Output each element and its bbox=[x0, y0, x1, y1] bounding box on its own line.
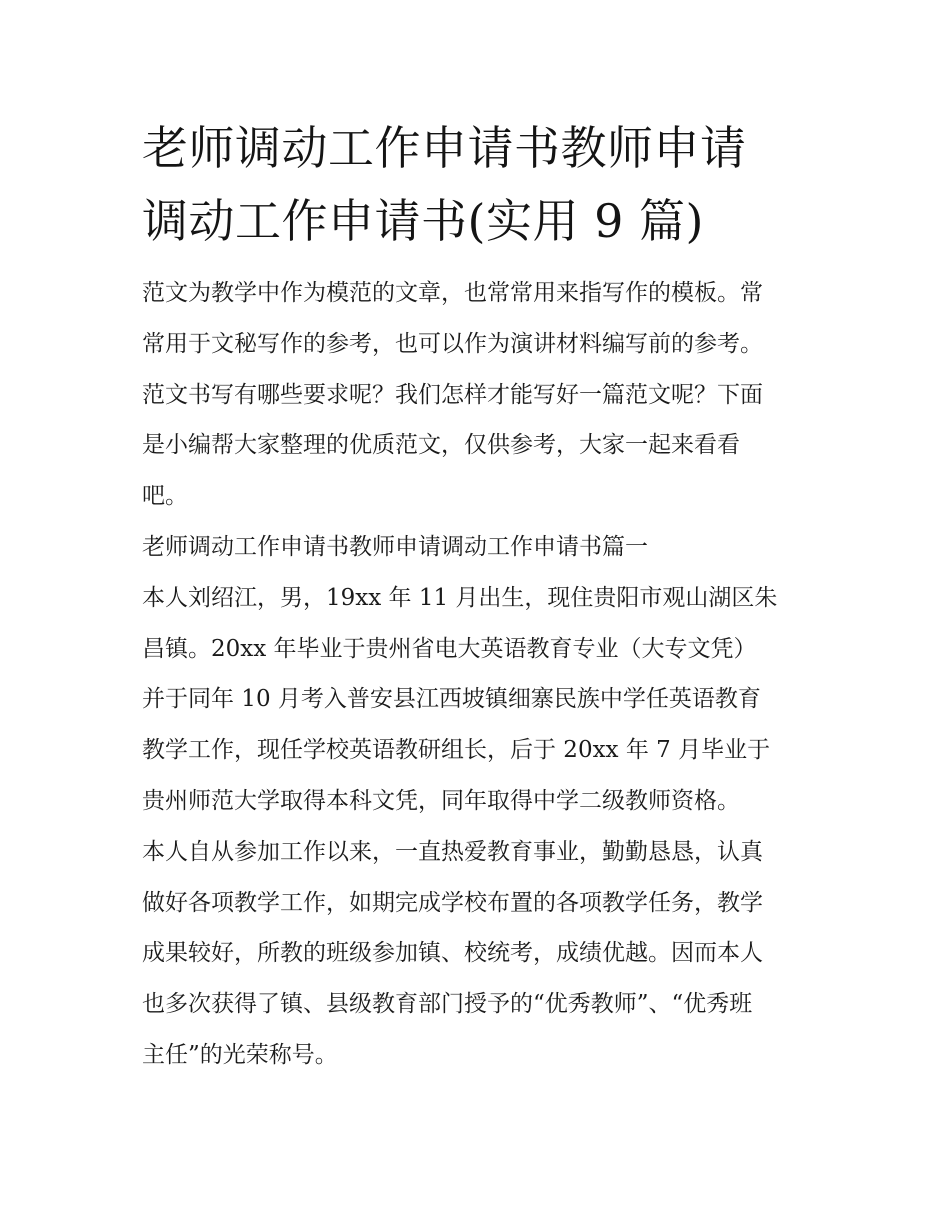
intro-paragraph bbox=[142, 268, 814, 522]
intro-line: 范文为教学中作为模范的文章，也常常用来指写作的模板。常 bbox=[142, 280, 763, 306]
body-line: 也多次获得了镇、县级教育部门授予的“优秀教师”、“优秀班 bbox=[142, 991, 753, 1018]
body-line: 本人刘绍江，男，19xx 年 11 月出生，现住贵阳市观山湖区朱 bbox=[142, 584, 778, 611]
intro-line: 范文书写有哪些要求呢？我们怎样才能写好一篇范文呢？下面 bbox=[142, 381, 763, 408]
body-paragraph bbox=[142, 573, 814, 1081]
intro-line: 常用于文秘写作的参考，也可以作为演讲材料编写前的参考。 bbox=[142, 330, 763, 357]
body-line: 并于同年 10 月考入普安县江西坡镇细寨民族中学任英语教育 bbox=[142, 686, 761, 713]
body-line: 本人自从参加工作以来，一直热爱教育事业，勤勤恳恳，认真 bbox=[142, 838, 763, 865]
title-line-1: 老师调动工作申请书教师申请 bbox=[142, 121, 747, 175]
body-line: 做好各项教学工作，如期完成学校布置的各项教学任务，教学 bbox=[142, 889, 763, 916]
body-line: 成果较好，所教的班级参加镇、校统考，成绩优越。因而本人 bbox=[142, 940, 763, 967]
document-page bbox=[142, 112, 814, 1081]
body-line: 昌镇。20xx 年毕业于贵州省电大英语教育专业（大专文凭） bbox=[142, 635, 757, 662]
intro-line: 是小编帮大家整理的优质范文，仅供参考，大家一起来看看 bbox=[142, 432, 740, 459]
intro-line: 吧。 bbox=[142, 483, 188, 510]
body-line: 教学工作，现任学校英语教研组长，后于 20xx 年 7 月毕业于 bbox=[142, 737, 771, 764]
document-title bbox=[142, 112, 814, 258]
body-line: 主任”的光荣称号。 bbox=[142, 1041, 338, 1068]
body-line: 贵州师范大学取得本科文凭，同年取得中学二级教师资格。 bbox=[142, 787, 740, 814]
title-line-2: 调动工作申请书(实用 9 篇) bbox=[142, 194, 704, 248]
section-heading: 老师调动工作申请书教师申请调动工作申请书篇一 bbox=[142, 533, 648, 560]
